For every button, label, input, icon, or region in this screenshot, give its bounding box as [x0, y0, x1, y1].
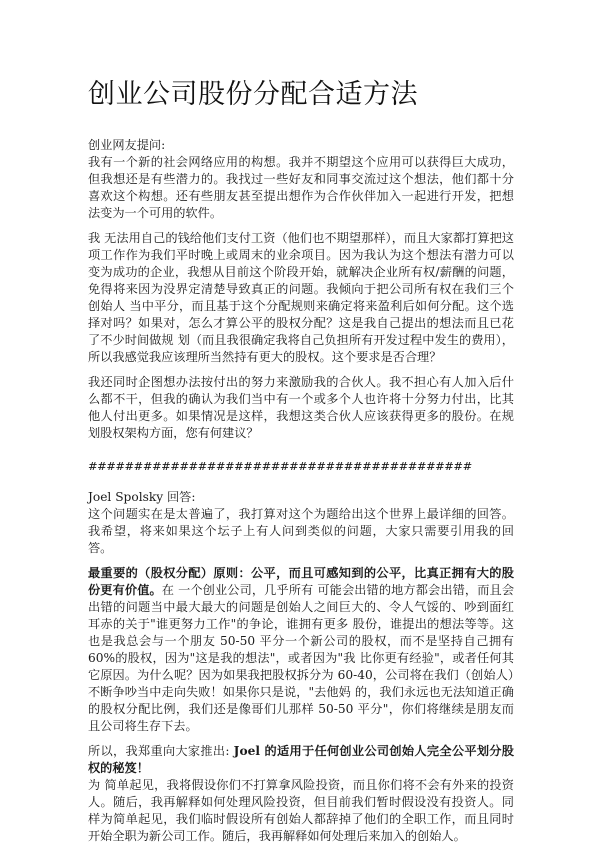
section-separator: ##########################################: [88, 459, 472, 473]
principle-bold-text: 最重要的（股权分配）原则：公平，而且可感知到的公平，比真正拥有大的股份更有价值。: [88, 566, 514, 597]
principle-body-text: 在 一个创业公司，几乎所有 可能会出错的地方都会出错，而且会出错的问题当中最大最大的问题是创始人之间巨大的、令人气馁的、吵到面红耳赤的关于"谁更努力工作"的争论，谁拥有更多 股份，谁提出的想法等等。这也是我总会与一个朋友 50-50 平分一个新公司的股权，而不是坚持自己拥有 60%的股权，因为"这是我的想法"，或者因为"我 比你更有经验"，或者任何其它原因。为什么呢？因为如果我把股权拆分为 60-40，公司将在我们（创始人）不断争吵当中走向失败！如果你只是说，"去他妈 的，我们永远也无法知道正确的股权分配比例，我们还是像哥们儿那样 50-50 平分"，你们将继续是朋友而且公司将生存下去。: [88, 583, 515, 733]
question-label: 创业网友提问:: [88, 138, 166, 152]
question-paragraph-3: 我还同时企图想办法按付出的努力来激励我的合伙人。我不担心有人加入后什么都不干，但我的确认为我们当中有一个或多个人也许将十分努力付出，比其他人付出更多。如果情况是这样，我想这类合伙人应该获得更多的股份。在规划股权架构方面，您有何建议？: [88, 375, 514, 440]
secret-paragraph: [88, 743, 514, 845]
answer-label: Joel Spolsky 回答:: [88, 490, 196, 504]
secret-prefix: 所以，我郑重向大家推出:: [88, 744, 234, 758]
closing-text: 为 简单起见，我将假设你们不打算拿风险投资，而且你们将不会有外来的投资人。随后，我再解释如何处理风险投资，但目前我们暂时假设没有投资人。同样为简单起见，我们临时假设所有创始人都辞掉了他们的全职工作，而且同时开始全职为新公司工作。随后，我再解释如何处理后来加入的创始人。: [88, 778, 514, 843]
secret-bold-text: Joel 的适用于任何创业公司创始人完全公平划分股权的秘笈！: [88, 744, 514, 775]
principle-paragraph: [88, 565, 514, 735]
answer-intro: 这个问题实在是太普遍了，我打算对这个为题给出这个世界上最详细的回答。我希望，将来如果这个坛子上有人问到类似的问题，大家只需要引用我的回答。: [88, 507, 514, 555]
question-paragraph-2: 我 无法用自己的钱给他们支付工资（他们也不期望那样），而且大家都打算把这项工作作为我们平时晚上或周末的业余项目。因为我认为这个想法有潜力可以变为成功的企业，我想从目前这个阶段开始，就解决企业所有权/薪酬的问题，免得将来因为没界定清楚导致真正的问题。我倾向于把公司所有权在我们三个创始人 当中平分，而且基于这个分配规则来确定将来盈利后如何分配。这个选择对吗？如果对，怎么才算公平的股权分配？这是我自己提出的想法而且已花了不少时间做规 划（而且我很确定我将自己负担所有开发过程中发生的费用），所以我感觉我应该理所当然持有更大的股权。这个要求是否合理？: [88, 231, 514, 364]
page-title: 创业公司股份分配合适方法: [88, 79, 418, 110]
question-paragraph-1: 我有一个新的社会网络应用的构想。我并不期望这个应用可以获得巨大成功，但我想还是有些潜力的。我找过一些好友和同事交流过这个想法，他们都十分喜欢这个构想。还有些朋友甚至提出想作为合作伙伴加入一起进行开发，把想法变为一个可用的软件。: [88, 155, 514, 220]
